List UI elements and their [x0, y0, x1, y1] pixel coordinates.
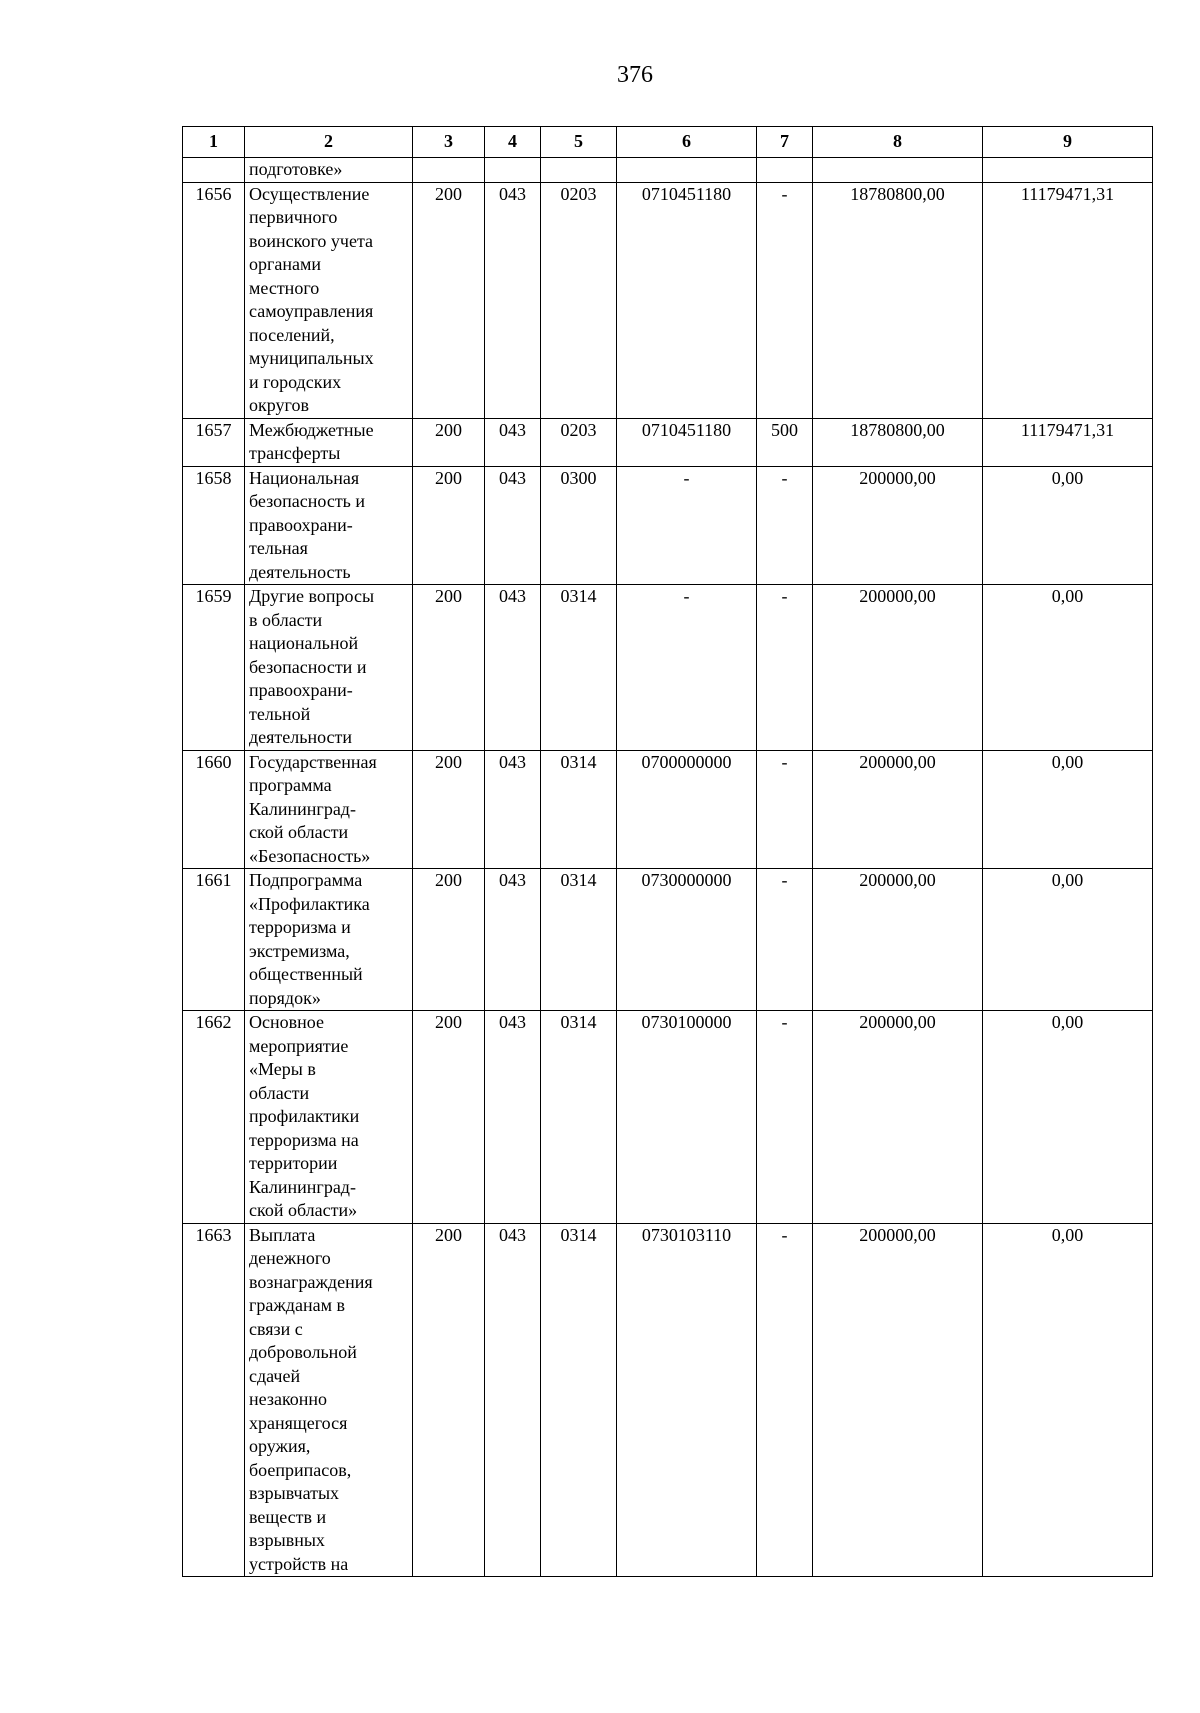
- cell-col7: -: [757, 1223, 813, 1577]
- cell-col9: 11179471,31: [983, 182, 1153, 418]
- cell-col5: 0314: [541, 869, 617, 1011]
- cell-col5: 0314: [541, 585, 617, 751]
- cell-col3: 200: [413, 418, 485, 466]
- cell-col3: 200: [413, 869, 485, 1011]
- cell-col6: 0710451180: [617, 182, 757, 418]
- row-name-line: первичного: [249, 207, 338, 227]
- row-name-line: Национальная: [249, 467, 360, 488]
- row-name-line: в области: [249, 609, 323, 630]
- cell-col9: 0,00: [983, 466, 1153, 585]
- row-name-line: порядок»: [249, 987, 321, 1008]
- cell-col8: 200000,00: [813, 1011, 983, 1224]
- row-name-line: Калининград-: [249, 1176, 356, 1197]
- row-name-line: муниципальных: [249, 348, 374, 368]
- row-name-line: округов: [249, 395, 309, 415]
- cell-col7: -: [757, 1011, 813, 1224]
- row-name-line: профилактики: [249, 1106, 360, 1126]
- cell-col9: 0,00: [983, 869, 1153, 1011]
- cell-col4: 043: [485, 1223, 541, 1577]
- column-header: 5: [541, 127, 617, 158]
- row-number: 1659: [183, 585, 245, 751]
- row-name-line: Государственная: [249, 751, 377, 772]
- row-name-line: поселений,: [249, 324, 335, 345]
- row-name: [245, 585, 413, 751]
- cell-col7: -: [757, 466, 813, 585]
- cell-col8: [813, 158, 983, 183]
- row-name-line: и городских: [249, 371, 342, 392]
- row-number: 1661: [183, 869, 245, 1011]
- row-name-line: «Профилактика: [249, 893, 370, 914]
- cell-col6: [617, 158, 757, 183]
- row-name-line: области: [249, 1082, 310, 1103]
- cell-col3: 200: [413, 750, 485, 869]
- row-name-line: вознаграждения: [249, 1271, 373, 1292]
- row-name-line: безопасность и: [249, 491, 366, 511]
- row-name-line: мероприятие: [249, 1035, 349, 1056]
- row-name-line: деятельность: [249, 561, 351, 582]
- cell-col6: 0730000000: [617, 869, 757, 1011]
- row-name-line: трансферты: [249, 443, 341, 463]
- cell-col8: 18780800,00: [813, 182, 983, 418]
- cell-col5: 0300: [541, 466, 617, 585]
- cell-col6: 0700000000: [617, 750, 757, 869]
- row-name-line: Подпрограмма: [249, 870, 363, 890]
- row-name-line: боеприпасов,: [249, 1459, 352, 1480]
- cell-col4: [485, 158, 541, 183]
- row-name-line: веществ и: [249, 1506, 327, 1527]
- row-name-line: связи с: [249, 1318, 303, 1339]
- row-name-line: терроризма на: [249, 1129, 359, 1150]
- row-name-line: Другие вопросы: [249, 586, 375, 606]
- row-number: 1658: [183, 466, 245, 585]
- row-name: [245, 182, 413, 418]
- row-name-line: Выплата: [249, 1224, 316, 1245]
- table-row: [183, 418, 1153, 466]
- cell-col4: 043: [485, 869, 541, 1011]
- row-name-line: терроризма и: [249, 917, 351, 937]
- row-number: 1660: [183, 750, 245, 869]
- row-name-line: правоохрани-: [249, 680, 353, 700]
- budget-table: [182, 126, 1153, 1577]
- cell-col6: 0730103110: [617, 1223, 757, 1577]
- cell-col9: 0,00: [983, 1011, 1153, 1224]
- row-name-line: ской области: [249, 822, 349, 842]
- row-name-line: правоохрани-: [249, 514, 353, 535]
- row-name-line: безопасности и: [249, 656, 367, 677]
- cell-col9: 0,00: [983, 585, 1153, 751]
- column-header: 6: [617, 127, 757, 158]
- row-name: [245, 1223, 413, 1577]
- row-name-line: хранящегося: [249, 1412, 348, 1433]
- row-name: [245, 418, 413, 466]
- continuation-row: [183, 158, 1153, 183]
- row-name-line: программа: [249, 775, 332, 795]
- cell-col8: 200000,00: [813, 585, 983, 751]
- row-name-line: деятельности: [249, 727, 353, 747]
- table-body: [183, 158, 1153, 1577]
- cell-col3: 200: [413, 466, 485, 585]
- cell-col8: 200000,00: [813, 1223, 983, 1577]
- cell-col4: 043: [485, 182, 541, 418]
- column-header: 1: [183, 127, 245, 158]
- cell-col6: 0730100000: [617, 1011, 757, 1224]
- row-name-line: «Меры в: [249, 1059, 316, 1079]
- row-name-line: тельной: [249, 703, 311, 724]
- row-name-line: Калининград-: [249, 798, 356, 819]
- row-name-line: органами: [249, 254, 322, 274]
- row-name-line: гражданам в: [249, 1295, 345, 1315]
- cell-col5: [541, 158, 617, 183]
- cell-col4: 043: [485, 466, 541, 585]
- cell-col3: 200: [413, 182, 485, 418]
- row-name-line: сдачей: [249, 1365, 301, 1386]
- row-name-line: общественный: [249, 964, 363, 984]
- table-row: [183, 466, 1153, 585]
- row-name-line: Межбюджетные: [249, 419, 374, 440]
- row-name-line: денежного: [249, 1248, 331, 1268]
- row-name: [245, 750, 413, 869]
- cell-col7: -: [757, 869, 813, 1011]
- table-row: [183, 585, 1153, 751]
- cell-col7: [757, 158, 813, 183]
- row-name-line: ской области»: [249, 1200, 358, 1220]
- column-header: 4: [485, 127, 541, 158]
- row-number: 1663: [183, 1223, 245, 1577]
- row-name-line: Осуществление: [249, 183, 370, 204]
- cell-col6: -: [617, 466, 757, 585]
- cell-col4: 043: [485, 750, 541, 869]
- cell-col4: 043: [485, 585, 541, 751]
- row-name: [245, 869, 413, 1011]
- column-header: 7: [757, 127, 813, 158]
- cell-col9: 0,00: [983, 750, 1153, 869]
- cell-col9: 11179471,31: [983, 418, 1153, 466]
- row-number: [183, 158, 245, 183]
- row-name-line: «Безопасность»: [249, 845, 371, 866]
- cell-col9: [983, 158, 1153, 183]
- cell-col5: 0314: [541, 1011, 617, 1224]
- row-name-line: местного: [249, 277, 320, 298]
- column-header: 9: [983, 127, 1153, 158]
- row-name: подготовке»: [245, 158, 413, 183]
- cell-col7: 500: [757, 418, 813, 466]
- cell-col6: -: [617, 585, 757, 751]
- cell-col7: -: [757, 750, 813, 869]
- row-name-line: устройств на: [249, 1553, 349, 1574]
- header-row: [183, 127, 1153, 158]
- table-row: [183, 750, 1153, 869]
- row-name-line: незаконно: [249, 1389, 328, 1409]
- cell-col7: -: [757, 585, 813, 751]
- cell-col5: 0314: [541, 1223, 617, 1577]
- cell-col3: 200: [413, 1223, 485, 1577]
- column-header: 3: [413, 127, 485, 158]
- column-header: 2: [245, 127, 413, 158]
- row-name-line: Основное: [249, 1012, 324, 1032]
- cell-col8: 200000,00: [813, 466, 983, 585]
- table-row: [183, 1011, 1153, 1224]
- cell-col3: [413, 158, 485, 183]
- row-name-line: экстремизма,: [249, 940, 350, 961]
- cell-col5: 0314: [541, 750, 617, 869]
- row-number: 1656: [183, 182, 245, 418]
- cell-col6: 0710451180: [617, 418, 757, 466]
- row-name-line: тельная: [249, 538, 308, 558]
- row-name: [245, 1011, 413, 1224]
- cell-col8: 18780800,00: [813, 418, 983, 466]
- row-name-line: оружия,: [249, 1436, 311, 1456]
- row-name-line: добровольной: [249, 1342, 357, 1362]
- row-name-line: национальной: [249, 633, 359, 653]
- cell-col3: 200: [413, 1011, 485, 1224]
- cell-col8: 200000,00: [813, 750, 983, 869]
- cell-col9: 0,00: [983, 1223, 1153, 1577]
- cell-col4: 043: [485, 1011, 541, 1224]
- table-row: [183, 182, 1153, 418]
- table-row: [183, 1223, 1153, 1577]
- row-name-line: воинского учета: [249, 230, 374, 251]
- table-row: [183, 869, 1153, 1011]
- cell-col4: 043: [485, 418, 541, 466]
- column-header: 8: [813, 127, 983, 158]
- cell-col5: 0203: [541, 182, 617, 418]
- row-number: 1662: [183, 1011, 245, 1224]
- row-name-line: взрывчатых: [249, 1483, 340, 1503]
- cell-col5: 0203: [541, 418, 617, 466]
- page-number: 376: [617, 62, 653, 88]
- cell-col3: 200: [413, 585, 485, 751]
- row-name-line: территории: [249, 1153, 338, 1173]
- row-name: [245, 466, 413, 585]
- cell-col7: -: [757, 182, 813, 418]
- cell-col8: 200000,00: [813, 869, 983, 1011]
- row-name-line: самоуправления: [249, 301, 374, 321]
- row-number: 1657: [183, 418, 245, 466]
- row-name-line: взрывных: [249, 1530, 325, 1550]
